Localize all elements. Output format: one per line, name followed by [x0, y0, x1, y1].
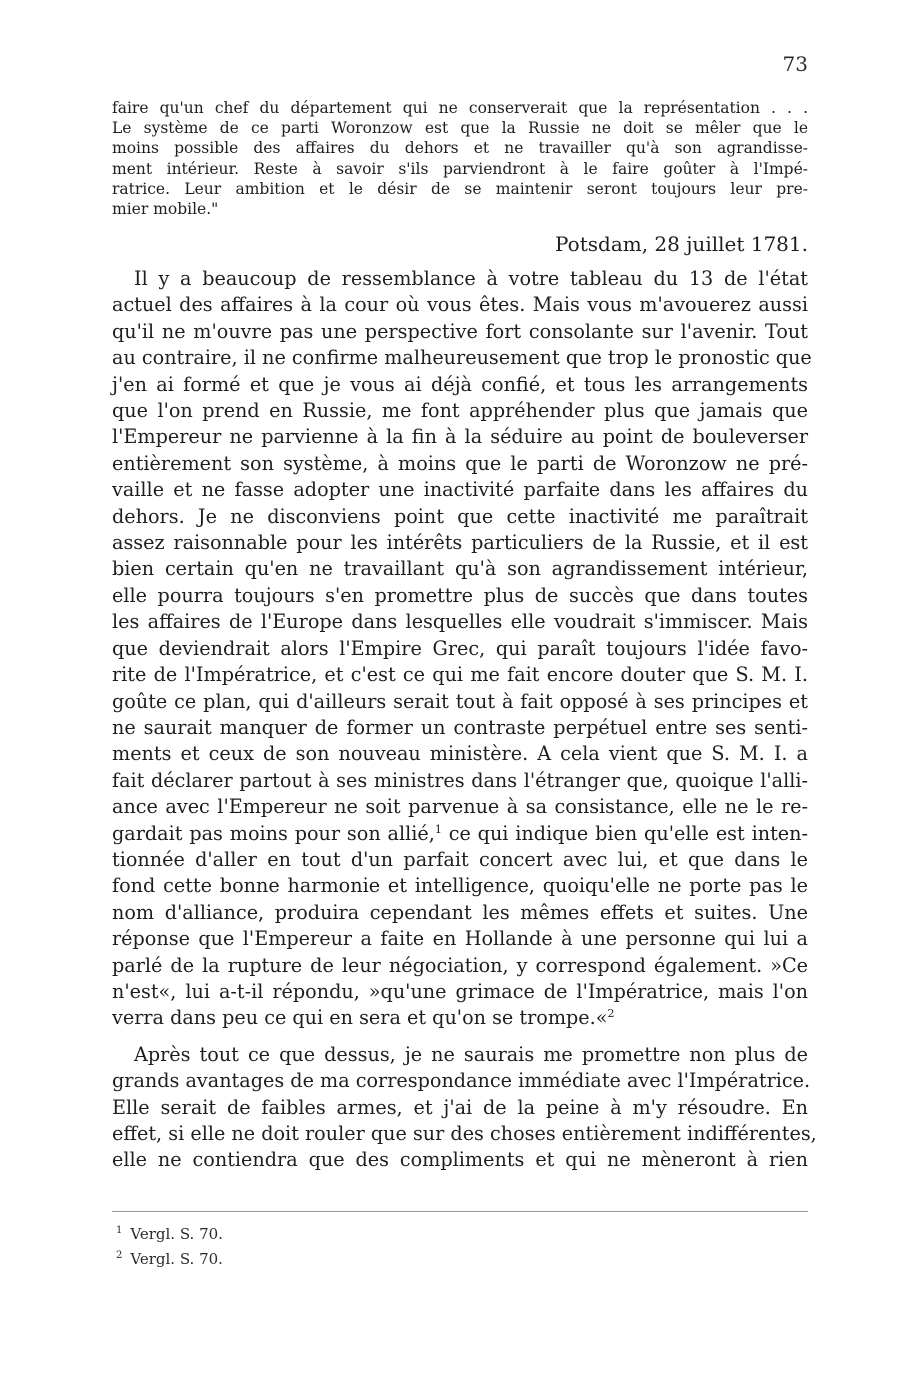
text-line: que l'on prend en Russie, me font appréhender plus que jamais que — [112, 399, 808, 423]
text-line: vaille et ne fasse adopter une inactivité parfaite dans les affaires du — [112, 478, 808, 502]
text-line: elle pourra toujours s'en promettre plus de succès que dans toutes — [112, 583, 808, 607]
letter-body — [112, 266, 817, 1174]
text-line: grands avantages de ma correspondance immédiate avec l'Impératrice. — [112, 1069, 811, 1093]
text-line: ance avec l'Empereur ne soit parvenue à sa consistance, elle ne le re- — [112, 795, 808, 819]
text-line: bien certain qu'en ne travaillant qu'à son agrandissement intérieur, — [112, 557, 808, 581]
text-line-with-footnote — [112, 1005, 808, 1031]
footnote-divider — [112, 1211, 808, 1212]
text-line: goûte ce plan, qui d'ailleurs serait tout à fait opposé à ses principes et — [112, 689, 808, 713]
text-line: elle ne contiendra que des compliments et qui ne mèneront à rien — [112, 1148, 808, 1172]
footnote-text: Vergl. S. 70. — [130, 1225, 223, 1243]
text-line: actuel des affaires à la cour où vous êtes. Mais vous m'avouerez aussi — [112, 293, 808, 317]
footnote-2 — [116, 1245, 223, 1270]
text-line: fait déclarer partout à ses ministres dans l'étranger que, quoique l'alli- — [112, 768, 808, 792]
quote-line: faire qu'un chef du département qui ne conserverait que la représentation . . . — [112, 99, 808, 117]
footnote-text: Vergl. S. 70. — [130, 1250, 223, 1268]
text-line: tionnée d'aller en tout d'un parfait concert avec lui, et que dans le — [112, 847, 808, 871]
text-line: ments et ceux de son nouveau ministère. A cela vient que S. M. I. a — [112, 742, 808, 766]
footnote-ref-2: 2 — [607, 1007, 615, 1021]
text-line: qu'il ne m'ouvre pas une perspective fort consolante sur l'avenir. Tout — [112, 319, 808, 343]
quote-line: mier mobile." — [112, 200, 219, 219]
text-line: nom d'alliance, produira cependant les mêmes effets et suites. Une — [112, 900, 808, 924]
footnote-ref-1: 1 — [434, 822, 442, 836]
paragraph-2 — [112, 1042, 817, 1174]
text-line: au contraire, il ne confirme malheureusement que trop le pronostic que — [112, 346, 812, 370]
text-line: ne saurait manquer de former un contraste perpétuel entre ses senti- — [112, 715, 808, 739]
quote-line: ment intérieur. Reste à savoir s'ils parviendront à le faire goûter à l'Impé- — [112, 159, 808, 178]
text-line: dehors. Je ne disconviens point que cette inactivité me paraîtrait — [112, 504, 808, 528]
text-line: réponse que l'Empereur a faite en Hollande à une personne qui lui a — [112, 927, 808, 951]
quote-line: moins possible des affaires du dehors et ne travailler qu'à son agrandisse- — [112, 139, 808, 158]
quote-line: Le système de ce parti Woronzow est que la Russie ne doit se mêler que le — [112, 119, 808, 138]
text-fragment: ce qui indique bien qu'elle est inten- — [441, 821, 808, 845]
text-line: n'est«, lui a-t-il répondu, »qu'une grimace de l'Impératrice, mais l'on — [112, 979, 808, 1003]
text-fragment: verra dans peu ce qui en sera et qu'on se trompe.« — [112, 1006, 608, 1030]
text-line: Après tout ce que dessus, je ne saurais me promettre non plus de — [134, 1042, 808, 1066]
text-line: les affaires de l'Europe dans lesquelles elle voudrait s'immiscer. Mais — [112, 610, 808, 634]
text-line: entièrement son système, à moins que le parti de Woronzow ne pré- — [112, 451, 808, 475]
quoted-passage — [112, 98, 808, 219]
footnote-mark: 2 — [116, 1250, 123, 1261]
letter-dateline: Potsdam, 28 juillet 1781. — [555, 232, 808, 256]
page-number: 73 — [782, 52, 808, 76]
text-line-with-footnote — [112, 821, 808, 847]
text-line: Elle serait de faibles armes, et j'ai de la peine à m'y résoudre. En — [112, 1095, 808, 1119]
footnote-1 — [116, 1220, 223, 1245]
text-line: fond cette bonne harmonie et intelligence, quoiqu'elle ne porte pas le — [112, 874, 808, 898]
text-line: rite de l'Impératrice, et c'est ce qui me fait encore douter que S. M. I. — [112, 663, 808, 687]
text-line: effet, si elle ne doit rouler que sur des choses entièrement indifférentes, — [112, 1122, 817, 1145]
text-line: parlé de la rupture de leur négociation, y correspond également. »Ce — [112, 953, 808, 977]
text-line: assez raisonnable pour les intérêts particuliers de la Russie, et il est — [112, 531, 808, 555]
footnote-mark: 1 — [116, 1225, 123, 1236]
paragraph-1 — [112, 266, 812, 1032]
text-fragment: gardait pas moins pour son allié, — [112, 821, 435, 845]
text-line: que deviendrait alors l'Empire Grec, qui paraît toujours l'idée favo- — [112, 636, 808, 660]
footnotes — [116, 1220, 223, 1270]
text-line: Il y a beaucoup de ressemblance à votre tableau du 13 de l'état — [134, 267, 808, 290]
text-line: j'en ai formé et que je vous ai déjà confié, et tous les arrangements — [112, 372, 808, 396]
text-line: l'Empereur ne parvienne à la fin à la séduire au point de bouleverser — [112, 425, 808, 449]
quote-line: ratrice. Leur ambition et le désir de se maintenir seront toujours leur pre- — [112, 179, 808, 198]
